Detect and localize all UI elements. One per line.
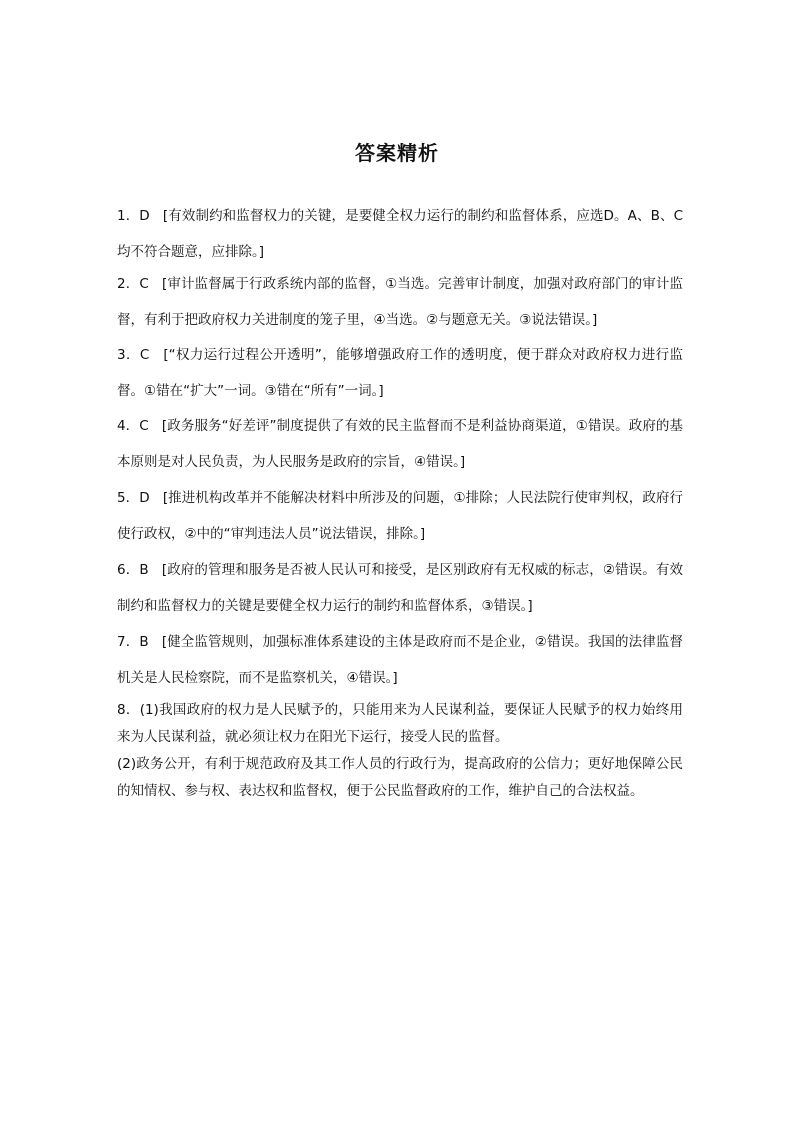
answer-item-8 [117,697,683,751]
answer-letter: C [139,418,149,434]
answer-explanation: [健全监管规则，加强标准体系建设的主体是政府而不是企业，②错误。我国的法律监督机关是人民检察院，而不是监察机关，④错误。] [117,634,684,686]
answer-number: 5． [117,490,140,506]
answer-letter: B [139,562,149,578]
answer-item-5 [117,480,683,552]
page-title: 答案精析 [355,141,439,165]
answer-explanation: [“权力运行过程公开透明”，能够增强政府工作的透明度，便于群众对政府权力进行监督。①错在“扩大”一词。③错在“所有”一词。] [117,347,683,399]
answer-letter: D [139,208,150,224]
answer-item-3 [117,337,683,409]
answer-item-7 [117,624,683,696]
answer-item-8-part-2 [117,751,683,805]
answer-item-1 [117,198,683,270]
answer-part-2: (2)政务公开，有利于规范政府及其工作人员的行政行为，提高政府的公信力；更好地保障公民的知情权、参与权、表达权和监督权，便于公民监督政府的工作，维护自己的合法权益。 [117,756,683,799]
answer-number: 2． [117,276,140,292]
answer-letter: C [139,347,150,363]
answer-letter: B [139,634,149,650]
answer-number: 4． [117,418,140,434]
answer-explanation: [政务服务“好差评”制度提供了有效的民主监督而不是利益协商渠道，①错误。政府的基本原则是对人民负责，为人民服务是政府的宗旨，④错误。] [117,418,684,470]
answer-explanation: [政府的管理和服务是否被人民认可和接受，是区别政府有无权威的标志，②错误。有效制约和监督权力的关键是要健全权力运行的制约和监督体系，③错误。] [117,562,684,614]
answer-number: 8． [117,702,140,718]
answer-part-1: (1)我国政府的权力是人民赋予的，只能用来为人民谋利益，要保证人民赋予的权力始终用来为人民谋利益，就必须让权力在阳光下运行，接受人民的监督。 [117,702,684,745]
answer-item-6 [117,552,683,624]
answer-number: 3． [117,347,140,363]
answer-item-2 [117,266,683,338]
answer-number: 7． [117,634,140,650]
answer-explanation: [审计监督属于行政系统内部的监督，①当选。完善审计制度，加强对政府部门的审计监督，有利于把政府权力关进制度的笼子里，④当选。②与题意无关。③说法错误。] [117,276,683,328]
answer-letter: C [139,276,149,292]
answer-item-4 [117,408,683,480]
answer-explanation: [推进机构改革并不能解决材料中所涉及的问题，①排除；人民法院行使审判权，政府行使行政权，②中的“审判违法人员”说法错误，排除。] [117,490,683,542]
answer-letter: D [139,490,150,506]
answer-explanation: [有效制约和监督权力的关键，是要健全权力运行的制约和监督体系，应选D。A、B、C均不符合题意，应排除。] [117,208,683,260]
answer-number: 6． [117,562,140,578]
answer-number: 1． [117,208,140,224]
